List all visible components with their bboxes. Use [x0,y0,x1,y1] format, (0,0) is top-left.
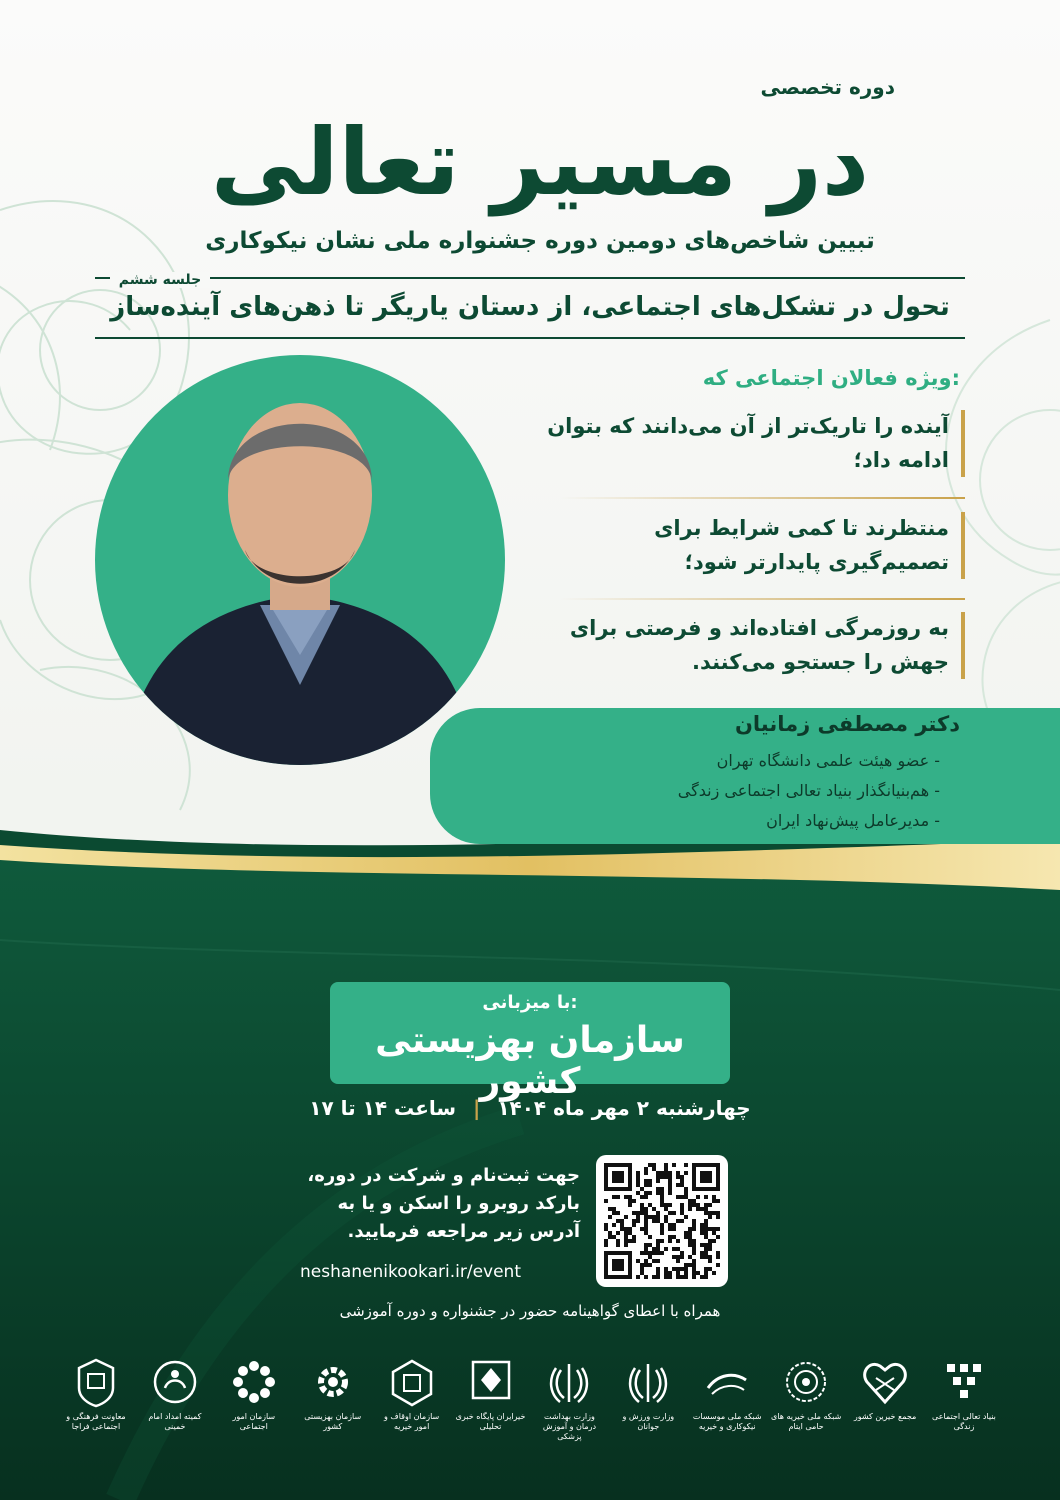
partner-logo-label: سازمان امور اجتماعی [232,1412,276,1431]
iran-emblem-icon [546,1358,592,1408]
emdad-icon [152,1358,198,1408]
audience-point: به روزمرگی افتاده‌اند و فرصتی برای جهش را جستجو می‌کنند. [530,612,965,679]
partner-logo-label: شبکه ملی خیریه های حامی ایتام [771,1412,842,1431]
point-divider [560,497,965,499]
partner-logo [770,1358,842,1432]
partner-logo [297,1358,369,1432]
speaker-role: - عضو هیئت علمی دانشگاه تهران [716,751,940,770]
iran-emblem-icon [625,1358,671,1408]
date-separator: | [473,1096,481,1120]
divider-rule-top [95,277,965,279]
seal-icon [73,1358,119,1408]
flower-icon [231,1358,277,1408]
kheiriran-icon [468,1358,514,1408]
subtitle: تبیین شاخص‌های دومین دوره جشنواره ملی نشان نیکوکاری [205,228,875,254]
registration-url[interactable]: neshanenikookari.ir/event [300,1262,521,1282]
partner-logo-label: وزارت ورزش و جوانان [622,1412,675,1431]
partner-logo [60,1358,132,1432]
speaker-name: دکتر مصطفی زمانیان [734,712,960,736]
qr-code-icon [604,1163,720,1279]
partner-logo [612,1358,684,1432]
audience-title: ویژه فعالان اجتماعی که: [702,366,960,390]
speaker-role: - مدیرعامل پیش‌نهاد ایران [766,811,940,830]
partner-logo-label: سازمان بهزیستی کشور [304,1412,362,1431]
heart-icon [862,1358,908,1408]
registration-text: جهت ثبت‌نام و شرکت در دوره، بارکد روبرو را اسکن و یا به آدرس زیر مراجعه فرمایید. [307,1165,580,1242]
audience-point: آینده را تاریک‌تر از آن می‌دانند که بتوان ادامه داد؛ [530,410,965,477]
partner-logo [691,1358,763,1432]
network-icon [704,1358,750,1408]
session-topic: تحول در تشکل‌های اجتماعی، از دستان یاریگر تا ذهن‌های آینده‌ساز [110,292,950,322]
point-divider [560,598,965,600]
partner-logos [60,1358,1000,1468]
partner-logo-label: کمیته امداد امام خمینی [148,1412,202,1431]
speaker-portrait [95,355,505,765]
partner-logo [218,1358,290,1432]
main-title: در مسیر تعالی [210,109,870,216]
partner-logo-label: معاونت فرهنگی و اجتماعی فراجا [66,1412,126,1431]
event-time: ساعت ۱۴ تا ۱۷ [309,1096,457,1120]
speaker-role: - هم‌بنیانگذار بنیاد تعالی اجتماعی زندگی [677,781,940,800]
partner-logo [928,1358,1000,1432]
event-date: چهارشنبه ۲ مهر ماه ۱۴۰۴ [497,1096,751,1120]
partner-logo [533,1358,605,1442]
partner-logo-label: خیرایران پایگاه خبری تحلیلی [455,1412,526,1431]
course-label: دوره تخصصی [760,75,895,99]
divider-rule-bottom [95,337,965,339]
partner-logo [455,1358,527,1432]
partner-logo [139,1358,211,1432]
partner-logo-label: شبکه ملی موسسات نیکوکاری و خیریه [692,1412,762,1431]
session-label: جلسه ششم [110,272,210,288]
partner-logo-label: وزارت بهداشت درمان و آموزش پزشکی [542,1412,597,1441]
awqaf-icon [389,1358,435,1408]
partner-logo-label: مجمع خیرین کشور [853,1412,917,1421]
partner-logo [376,1358,448,1432]
partner-logo-label: بنیاد تعالی اجتماعی زندگی [932,1412,996,1431]
certificate-note: همراه با اعطای گواهینامه حضور در جشنواره و دوره آموزشی [339,1302,721,1320]
host-name: سازمان بهزیستی کشور [375,1020,685,1102]
mandala-icon [783,1358,829,1408]
qr-code[interactable] [596,1155,728,1287]
audience-point: منتظرند تا کمی شرایط برای تصمیم‌گیری پایدارتر شود؛ [530,512,965,579]
partner-logo-label: سازمان اوقاف و امور خیریه [384,1412,440,1431]
host-label: با میزبانی: [482,992,578,1013]
foundation-icon [941,1358,987,1408]
gear-flower-icon [310,1358,356,1408]
date-time-line [300,1096,760,1120]
partner-logo [849,1358,921,1422]
